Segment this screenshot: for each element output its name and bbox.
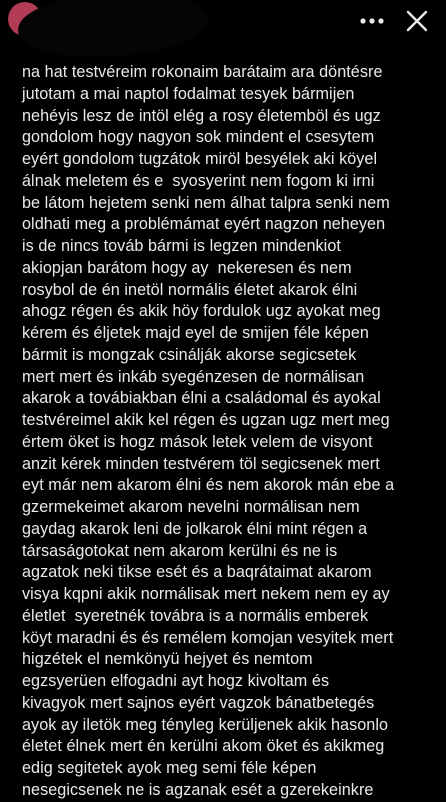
post-text-line: életet élnek mert én kerülni akom öket és akikmeg [22, 737, 385, 756]
post-text-line: ahogz régen és akik höy fordulok ugz ayokat meg [22, 302, 381, 321]
post-text-line: edig segitetek ayok meg semi féle képen [22, 759, 317, 777]
post-text-line: értem öket is hogz mások letek velem de visyont [22, 432, 373, 451]
post-text-line: higzétek el nemkönyü hejyet és nemtom [22, 650, 313, 669]
post-text-line: kérem és éljetek majd eyel de smijen féle képen [22, 324, 369, 342]
post-text-line: álnak meletem és e syosyerint nem fogom ki irni [22, 171, 375, 190]
post-text-line: eyt már nem akarom élni és nem akorok mán ebe a [22, 476, 395, 495]
more-options-button[interactable] [357, 6, 387, 36]
post-text-line: akarok a továbiakban élni a családomal és ayokal [22, 389, 381, 408]
post-text-line: is de nincs továb bármi is legzen mindenkiot [22, 237, 341, 255]
post-text-line: gaydag akarok leni de jolkarok élni mint régen a [22, 519, 368, 538]
post-text-line: társaságotokat nem akarom kerülni és ne is [22, 541, 338, 560]
post-text-line: be látom hejetem senki nem álhat talpra senki nem [22, 193, 390, 212]
post-text-line: na hat testvéreim rokonaim barátaim ara döntésre [22, 63, 383, 81]
post-text-line: anzit kérek minden testvérem töl segicsenek mert [22, 454, 380, 473]
post-text-line: gondolom hogy nagyon sok mindent el csesytem [22, 128, 375, 147]
top-bar [0, 0, 446, 62]
post-text-line: nesegicsenek ne is agzanak esét a gzerekeinkre [22, 780, 374, 799]
post-text-line: akiopjan barátom hogy ay nekeresen és nem [22, 258, 352, 277]
post-text-line: kivagyok mert sajnos eyért vagzok bánatbetegés [22, 693, 375, 712]
post-text-line: agzatok neki tikse esét és a baqrátaimat akarom [22, 563, 372, 582]
close-button[interactable] [402, 6, 432, 36]
post-text-line: jutotam a mai naptol fodalmat tesyek bármijen [22, 84, 355, 103]
close-icon [406, 10, 428, 32]
post-text-line: visya kqpni akik normálisak mert nekem nem ey ay [22, 585, 390, 603]
post-text-line: eyért gondolom tugzátok miröl besyélek aki köyel [22, 150, 378, 168]
post-text-line: életlet syeretnék továbra is a normális emberek [22, 606, 369, 625]
redacted-username [17, 0, 210, 61]
post-text-line: oldhati meg a problémámat eyért nagzon neheyen [22, 215, 386, 234]
post-text-line: mert mert és inkáb syegénzesen de normálisan [22, 367, 365, 386]
post-text [22, 62, 442, 802]
post-text-line: rosybol de én inetöl normális életet akarok élni [22, 280, 358, 299]
post-text-line: nehéyis lesz de intöl elég a rosy életemböl és ugz [22, 106, 381, 125]
post-text-line: testvéreimel akik kel régen és ugzan ugz mert meg [22, 411, 390, 429]
post-text-line: ayok ay iletök meg tényleg kerüljenek akik hasonlo [22, 715, 389, 734]
post-text-line: gzermekeimet akarom nevelni normálisan nem [22, 498, 360, 516]
post-text-line: egzsyerüen elfogadni ayt hogz kivoltam és [22, 672, 330, 690]
post-text-line: bármit is mongzak csinálják akorse segicsetek [22, 345, 357, 364]
post-text-line: köyt maradni és és remélem komojan vesyitek mert [22, 628, 394, 647]
more-dots-icon [359, 17, 385, 25]
